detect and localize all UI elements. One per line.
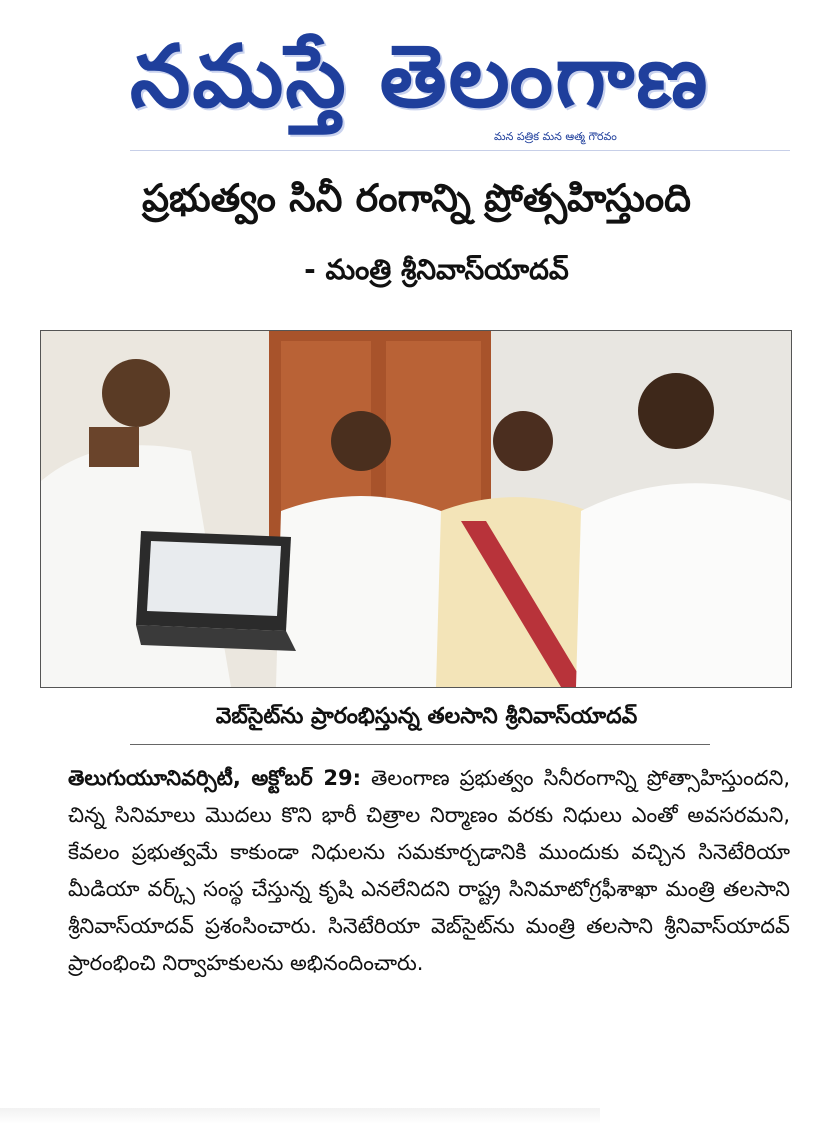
- caption-divider: [130, 744, 710, 745]
- newspaper-tagline: మన పత్రిక మన ఆత్మ గౌరవం: [494, 130, 617, 143]
- article-photo: [40, 330, 792, 688]
- article-body: [68, 760, 790, 982]
- article-dateline: తెలుగుయూనివర్సిటీ, అక్టోబర్ 29:: [68, 766, 361, 790]
- article-headline: ప్రభుత్వం సినీ రంగాన్ని ప్రోత్సహిస్తుంది: [141, 176, 692, 220]
- article-byline: - మంత్రి శ్రీనివాస్‌యాదవ్: [304, 253, 569, 286]
- masthead: [130, 22, 710, 142]
- newspaper-logo: నమస్తే తెలంగాణ: [130, 27, 710, 127]
- photo-caption: వెబ్‌సైట్‌ను ప్రారంభిస్తున్న తలసాని శ్రీనివాస్‌యాదవ్: [215, 704, 638, 729]
- page-edge: [0, 1108, 600, 1124]
- masthead-divider: [130, 150, 790, 151]
- article-text: తెలంగాణ ప్రభుత్వం సినీరంగాన్ని ప్రోత్సాహిస్తుందని, చిన్న సినిమాలు మొదలు కొని భారీ చిత్రాల నిర్మాణం వరకు నిధులు ఎంతో అవసరమని, కేవలం ప్రభుత్వమే కాకుండా నిధులను సమకూర్చడానికి ముందుకు వచ్చిన సినెటేరియా మీడియా వర్క్స్ సంస్థ చేస్తున్న కృషి ఎనలేనిదని రాష్ట్ర సినిమాటోగ్రఫీశాఖా మంత్రి తలసాని శ్రీనివాస్‌యాదవ్ ప్రశంసించారు. సినెటేరియా వెబ్‌సైట్‌ను మంత్రి తలసాని శ్రీనివాస్‌యాదవ్ ప్రారంభించి నిర్వాహకులను అభినందించారు.: [68, 766, 791, 975]
